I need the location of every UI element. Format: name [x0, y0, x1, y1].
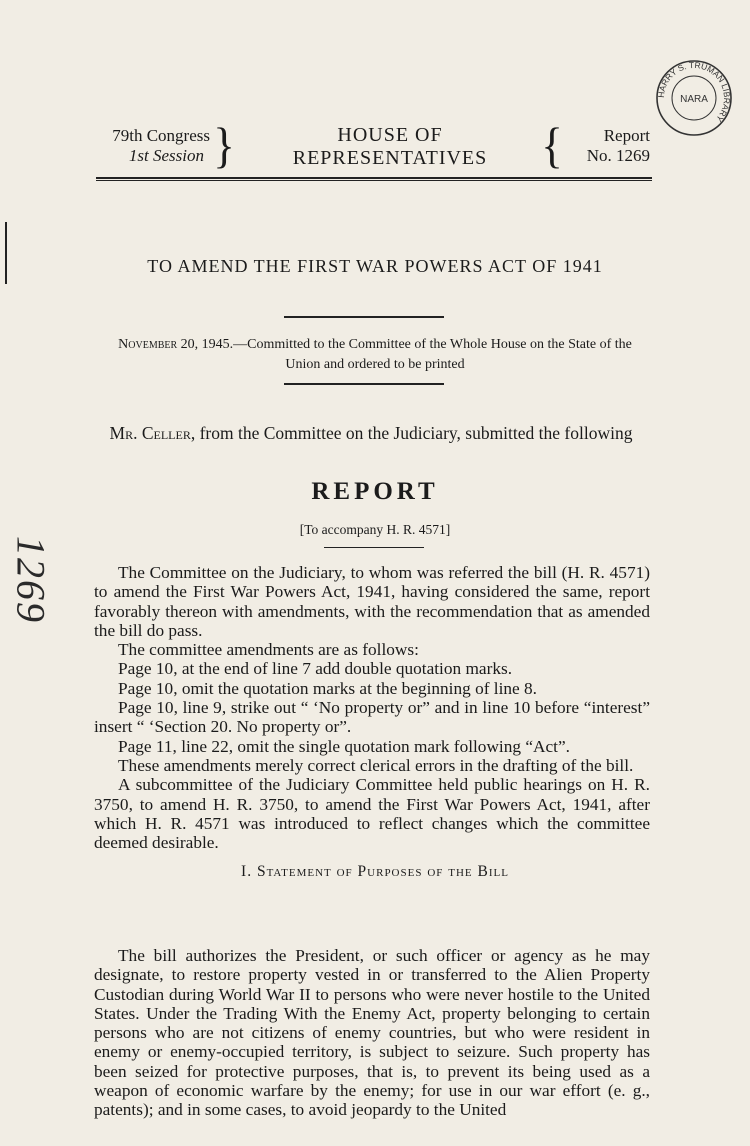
stamp-center: NARA	[680, 94, 708, 105]
handwritten-number-text: 1269	[8, 536, 54, 624]
header-rule-thin	[96, 180, 652, 181]
section-heading: I. Statement of Purposes of the Bill	[241, 863, 509, 880]
submitter-line	[88, 421, 654, 445]
committed-text: —Committed to the Committee of the Whole House on the State of the Union and ordered to be printed	[233, 337, 632, 372]
session-label: 1st Session	[128, 146, 204, 165]
congress-label: 79th Congress	[112, 126, 210, 145]
body-paragraph: Page 10, at the end of line 7 add double quotation marks.	[118, 659, 513, 679]
report-heading: REPORT	[311, 478, 439, 505]
body-paragraph: These amendments merely correct clerical errors in the drafting of the bill.	[118, 755, 634, 775]
report-label: Report	[603, 126, 650, 145]
body-paragraph: A subcommittee of the Judiciary Committee held public hearings on H. R. 3750, to amend H. R. 3750, to amend the First War Powers Act, 1941, after which H. R. 4571 was introduced to reflect changes which the committee deemed desirable.	[94, 775, 650, 853]
svg-text:HARRY S. TRUMAN LIBRARY	[656, 60, 732, 124]
right-brace: {	[541, 117, 563, 173]
document-title: TO AMEND THE FIRST WAR POWERS ACT OF 1941	[147, 256, 603, 276]
accompany-note: [To accompany H. R. 4571]	[299, 522, 451, 537]
rule-3	[324, 547, 424, 548]
report-body	[94, 563, 650, 852]
house-title: HOUSE OF REPRESENTATIVES	[292, 124, 488, 169]
section-paragraph: The bill authorizes the President, or such officer or agency as he may designate, to restore property vested in or transferred to the Alien Property Custodian during World War II to persons who were never hostile to the United States. Under the Trading With the Enemy Act, property belonging to certain persons who are not citizens of enemy countries, but who were resident in enemy or enemy-occupied territory, is subject to seizure. Such property has been seized for protective purposes, that is, to prevent its being used as a weapon of economic warfare by the enemy; for use in our war effort (e. g., patents); and in some cases, to avoid jeopardy to the United	[94, 946, 650, 1120]
handwritten-number	[8, 520, 54, 640]
submitter-name: Mr. Celler,	[109, 423, 196, 443]
report-number-block	[566, 126, 650, 166]
stamp-text: HARRY S. TRUMAN LIBRARY	[655, 59, 733, 124]
body-paragraph: Page 10, omit the quotation marks at the beginning of line 8.	[118, 678, 537, 698]
submitter-text: from the Committee on the Judiciary, submitted the following	[199, 423, 633, 443]
rule-2	[284, 383, 444, 385]
committed-date: November 20, 1945.	[118, 337, 234, 352]
body-paragraph: Page 10, line 9, strike out “ ‘No property or” and in line 10 before “interest” insert “ ‘Section 20. No property or”.	[94, 698, 650, 737]
body-paragraph: The committee amendments are as follows:	[118, 640, 419, 660]
section-body	[94, 946, 650, 1120]
library-stamp	[654, 58, 734, 138]
report-number: No. 1269	[586, 146, 650, 165]
body-paragraph: Page 11, line 22, omit the single quotation mark following “Act”.	[118, 736, 570, 756]
header-rule	[96, 177, 652, 179]
left-brace: }	[213, 117, 235, 173]
body-paragraph: The Committee on the Judiciary, to whom was referred the bill (H. R. 4571) to amend the First War Powers Act, 1941, having considered the same, report favorably thereon with amendments, with the recommendation that as amended the bill do pass.	[94, 563, 650, 640]
congress-session	[110, 126, 210, 166]
rule-1	[284, 316, 444, 318]
margin-bar	[5, 222, 7, 284]
committed-note	[100, 335, 650, 375]
